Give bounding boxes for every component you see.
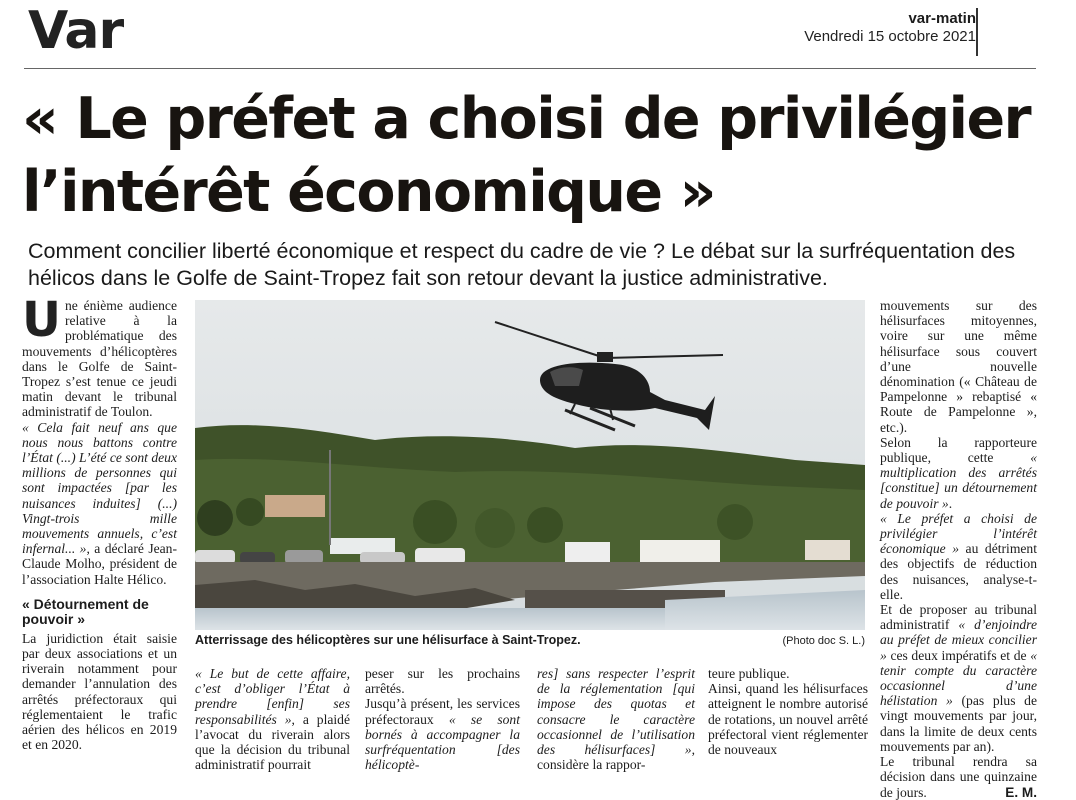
newspaper-name: var-matin — [908, 10, 976, 27]
column-1 — [22, 292, 178, 753]
column-4 — [537, 666, 695, 772]
column-3 — [365, 666, 520, 772]
col6-text3: au détriment des objectifs de réduction des nuisances, analyse-t-elle. — [880, 541, 1037, 602]
photo-credit: (Photo doc S. L.) — [782, 635, 865, 647]
header-divider — [976, 8, 978, 56]
author-signature: E. M. — [1005, 784, 1037, 800]
col6-text2: Selon la rapporteure publique, cette — [880, 434, 1037, 466]
col6-quote5: « tenir compte du caractère occasionnel d’une hélistation » — [880, 647, 1037, 709]
intro-text: ne énième audience relative à la problématique des mouvements d’hélicoptères dans le Golfe de Saint-Tropez s’est tenue ce jeudi matin devant le tribunal administratif de Toulon. — [22, 298, 177, 420]
col6-text4: Et de proposer au tribunal administratif — [880, 602, 1037, 633]
col4-quote: res] sans respecter l’esprit de la réglementation [qui impose des quotas et consacre le caractère occasionnel de l’utilisation des hélisurfaces] » — [537, 666, 695, 758]
col3-quote: « se sont bornés à accompagner la surfréquentation [des hélicoptè- — [365, 711, 521, 773]
col3-text2: Jusqu’à présent, les services préfectoraux — [365, 696, 520, 727]
col6-text5: ces deux impératifs et de — [890, 647, 1027, 663]
col2-text: , a plaidé l’avocat du riverain alors que la décision du tribunal administratif pourrait — [195, 711, 350, 773]
section-title: Var — [28, 1, 124, 61]
issue-date: Vendredi 15 octobre 2021 — [804, 28, 976, 45]
col5-text2: Ainsi, quand les hélisurfaces atteignent le nombre autorisé de rotations, un nouvel arrêté préfectoral vient réglementer de nouveaux — [708, 681, 868, 758]
attribution-molho: , a déclaré Jean-Claude Molho, président de l’association Halte Hélico. — [22, 541, 178, 587]
col3-text1: peser sur les prochains arrêtés. — [365, 666, 520, 697]
column-5 — [708, 666, 868, 757]
column-2 — [195, 666, 350, 772]
paragraph-jurisdiction: La juridiction était saisie par deux associations et un riverain notamment pour demander l’annulation des arrêtés préfectoraux qui réglementaient le trafic aérien des hélicos en 2019 et en 2020. — [22, 630, 177, 753]
col6-text7: Le tribunal rendra sa décision dans une quinzaine de jours. — [880, 754, 1037, 800]
col4-text: , considère la rappor- — [537, 742, 695, 773]
drop-cap: U — [22, 292, 61, 348]
deck: Comment concilier liberté économique et respect du cadre de vie ? Le débat sur la surfréquentation des hélicos dans le Golfe de Saint-Tropez fait son retour devant la justice administrative. — [28, 239, 1016, 290]
col5-text1: teure publique. — [708, 666, 790, 681]
helicopter-photo — [195, 300, 865, 630]
photo-caption: Atterrissage des hélicoptères sur une hélisurface à Saint-Tropez. — [195, 633, 581, 647]
headline: « Le préfet a choisi de privilégier l’intérêt économique » — [22, 86, 1031, 225]
col6-text1: mouvements sur des hélisurfaces mitoyennes, voire sur une même hélisurface sous couvert d’une nouvelle dénomination (« Château de Pampelonne » rebaptisé « Route de Pampelonne », etc.). — [880, 298, 1037, 435]
col6-quote2: « multiplication des arrêtés [constitue] un détournement de pouvoir » — [880, 450, 1037, 511]
column-6: mouvements sur des hélisurfaces mitoyennes, voire sur une même hélisurface sous couvert d’une nouvelle dénomination (« Château de Pampelonne » rebaptisé « Route de Pampelonne », etc.). Selon la rapporteure publique, cette « multiplication des arrêtés [constitue] un détournement de pouvoir ». « Le préfet a choisi de privilégier l’intérêt économique » au détriment des objectifs de réduction des nuisances, analyse-t-elle. Et de proposer au tribunal administratif « d’enjoindre au préfet de mieux concilier » ces deux impératifs et de « tenir compte du caractère occasionnel d’une hélistation » (pas plus de vingt mouvements par jour, dans la limite de deux cents mouvements par an). Le tribunal rendra sa décision dans une quinzaine de jours. E. M. — [880, 298, 1037, 800]
col6-quote3: « Le préfet a choisi de privilégier l’intérêt économique » — [880, 510, 1037, 557]
quote-lawyer: « Le but de cette affaire, c’est d’obliger l’État à prendre [enfin] ses responsabilités » — [195, 666, 350, 727]
header-rule — [24, 68, 1036, 69]
quote-molho: « Cela fait neuf ans que nous nous battons contre l’État (...) L’été ce sont deux millions de personnes qui sont impactées [par les nuisances induites] (...) Vingt-trois mille mouvements annuels, c’est infernal... » — [22, 419, 178, 557]
subheading: « Détournement de pouvoir » — [22, 595, 149, 627]
col6-text6: (pas plus de vingt mouvements par jour, dans la limite de deux cents mouvements par an). — [880, 693, 1037, 754]
col6-quote4: « d’enjoindre au préfet de mieux concilier » — [880, 617, 1037, 663]
